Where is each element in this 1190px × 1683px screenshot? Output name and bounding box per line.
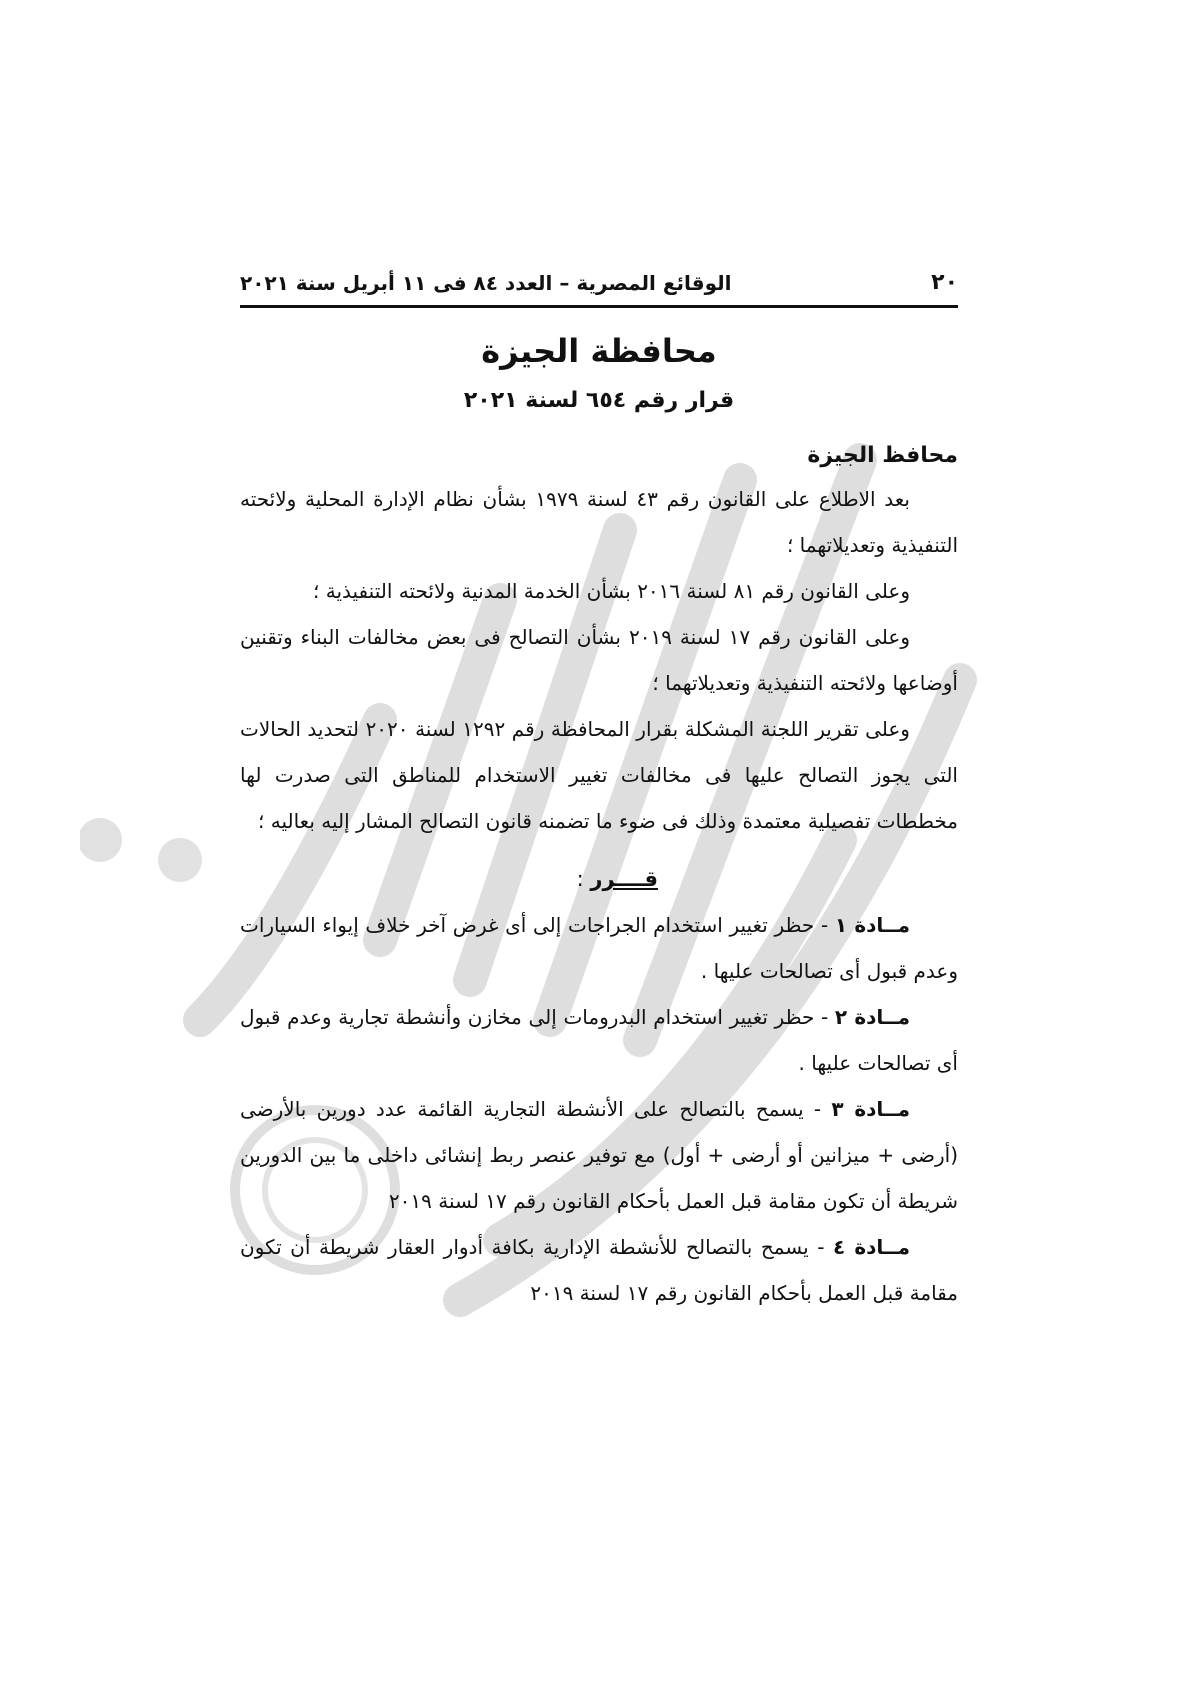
- article-label: مــادة ٢: [834, 1005, 910, 1029]
- preamble-paragraph: وعلى تقرير اللجنة المشكلة بقرار المحافظة رقم ١٢٩٢ لسنة ٢٠٢٠ لتحديد الحالات التى يجوز التصالح عليها فى مخالفات تغيير الاستخدام للمناطق التى صدرت لها مخططات تفصيلية معتمدة وذلك فى ضوء ما تضمنه قانون التصالح المشار إليه بعاليه ؛: [240, 717, 958, 833]
- decided-colon: :: [576, 867, 591, 891]
- preamble: [240, 476, 958, 844]
- article: [240, 1086, 958, 1224]
- article-label: مــادة ٣: [831, 1097, 910, 1121]
- document-page: [240, 270, 958, 1316]
- article: [240, 1224, 958, 1316]
- preamble-paragraph: بعد الاطلاع على القانون رقم ٤٣ لسنة ١٩٧٩ بشأن نظام الإدارة المحلية ولائحته التنفيذية وتعديلاتهما ؛: [240, 487, 958, 557]
- article-text: - حظر تغيير استخدام الجراجات إلى أى غرض آخر خلاف إيواء السيارات وعدم قبول أى تصالحات عليها .: [240, 913, 958, 983]
- decision-title: قرار رقم ٦٥٤ لسنة ٢٠٢١: [463, 388, 735, 413]
- governorate-title: محافظة الجيزة: [481, 332, 717, 370]
- article: [240, 902, 958, 994]
- article-text: - يسمح بالتصالح للأنشطة الإدارية بكافة أدوار العقار شريطة أن تكون مقامة قبل العمل بأحكام القانون رقم ١٧ لسنة ٢٠١٩: [240, 1235, 958, 1305]
- articles: [240, 902, 958, 1316]
- article-text: - يسمح بالتصالح على الأنشطة التجارية القائمة عدد دورين بالأرضى (أرضى + ميزانين أو أرضى + أول) مع توفير عنصر ربط إنشائى داخلى ما بين الدورين شريطة أن تكون مقامة قبل العمل بأحكام القانون رقم ١٧ لسنة ٢٠١٩: [240, 1097, 958, 1213]
- governor-label: محافظ الجيزة: [807, 443, 958, 468]
- article-text: - حظر تغيير استخدام البدرومات إلى مخازن وأنشطة تجارية وعدم قبول أى تصالحات عليها .: [240, 1005, 958, 1075]
- page-number: ٢٠: [931, 270, 958, 295]
- running-header: [240, 270, 958, 305]
- preamble-paragraph: وعلى القانون رقم ١٧ لسنة ٢٠١٩ بشأن التصالح فى بعض مخالفات البناء وتقنين أوضاعها ولائحته التنفيذية وتعديلاتهما ؛: [240, 625, 958, 695]
- header-rule: [240, 305, 958, 308]
- watermark-dot: [80, 818, 122, 862]
- preamble-paragraph: وعلى القانون رقم ٨١ لسنة ٢٠١٦ بشأن الخدمة المدنية ولائحته التنفيذية ؛: [313, 579, 910, 603]
- decided-heading: [240, 856, 958, 902]
- article-label: مــادة ٤: [833, 1235, 910, 1259]
- running-title: الوقائع المصرية – العدد ٨٤ فى ١١ أبريل سنة ٢٠٢١: [240, 271, 732, 295]
- watermark-dot: [158, 838, 202, 882]
- article: [240, 994, 958, 1086]
- article-label: مــادة ١: [834, 913, 910, 937]
- decided-label: قــــرر: [590, 867, 658, 891]
